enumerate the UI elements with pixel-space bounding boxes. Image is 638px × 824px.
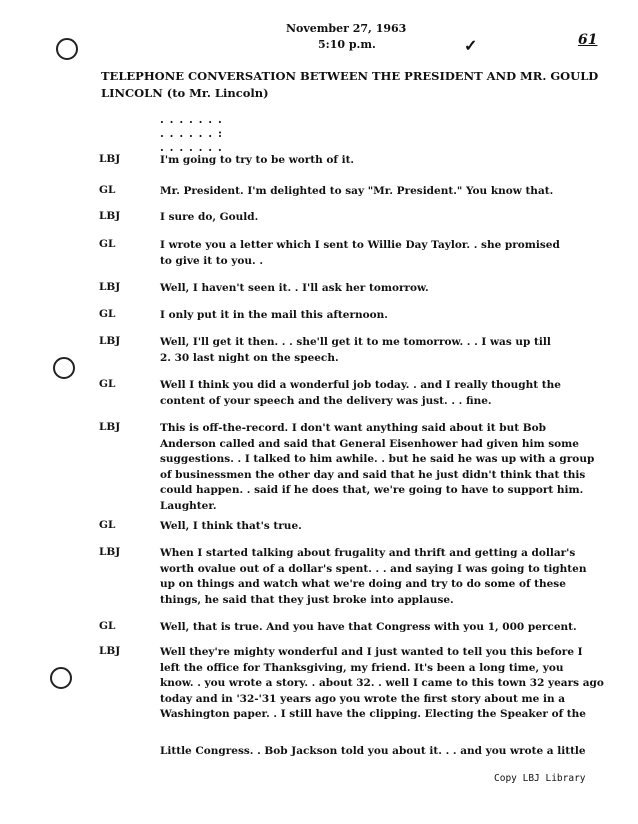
document-title: TELEPHONE CONVERSATION BETWEEN THE PRESIDENT AND MR. GOULD LINCOLN (to Mr. Lincoln) [101,69,599,100]
dialogue-text: Well, I'll get it then. . . she'll get it to me tomorrow. . . I was up till 2. 30 last night on the speech. [160,336,551,364]
punch-hole-middle [53,357,75,379]
speaker-label: LBJ [99,421,121,433]
speaker-label: GL [99,184,116,196]
continuation-text: Little Congress. . Bob Jackson told you about it. . . and you wrote a little [160,745,586,757]
speaker-label: GL [99,620,116,632]
speaker-label: LBJ [99,335,121,347]
speaker-label: GL [99,378,116,390]
header-date: November 27, 1963 [286,22,407,35]
speaker-label: LBJ [99,210,121,222]
header-time: 5:10 p.m. [318,38,376,51]
page-number: 61 [578,32,598,48]
punch-hole-top [56,38,78,60]
dialogue-text: I'm going to try to be worth of it. [160,154,355,166]
speaker-label: LBJ [99,645,121,657]
speaker-label: LBJ [99,153,121,165]
dialogue-text: This is off-the-record. I don't want anything said about it but Bob Anderson called and said that General Eisenhower had given him some suggestions. . I talked to him awhile. . but he said he was up with a group of businessmen the other day and said that he just didn't think that this could happen. . said if he does that, we're going to have to support him. Laughter. [160,422,595,512]
check-mark: ✓ [464,36,478,55]
dialogue-text: Well, I think that's true. [160,520,302,532]
ellipsis-line: . . . . . . . [160,113,223,126]
ellipsis-line: . . . . . . : [160,127,224,140]
dialogue-text: Mr. President. I'm delighted to say "Mr. President." You know that. [160,185,554,197]
speaker-label: GL [99,519,116,531]
punch-hole-bottom [50,667,72,689]
dialogue-text: Well I think you did a wonderful job today. . and I really thought the content of your speech and the delivery was just. . . fine. [160,379,561,407]
dialogue-text: Well, I haven't seen it. . I'll ask her tomorrow. [160,282,429,294]
speaker-label: LBJ [99,546,121,558]
dialogue-text: I wrote you a letter which I sent to Willie Day Taylor. . she promised to give it to you. . [160,239,560,267]
dialogue-text: I sure do, Gould. [160,211,259,223]
speaker-label: GL [99,308,116,320]
library-copy-stamp: Copy LBJ Library [494,773,586,784]
ellipsis-line: . . . . . . . [160,141,223,154]
speaker-label: GL [99,238,116,250]
speaker-label: LBJ [99,281,121,293]
dialogue-text: Well, that is true. And you have that Congress with you 1, 000 percent. [160,621,577,633]
dialogue-text: When I started talking about frugality and thrift and getting a dollar's worth ovalue out of a dollar's spent. . . and saying I was going to tighten up on things and watch what we're doing and try to do some of these things, he said that they just broke into applause. [160,547,587,606]
dialogue-text: Well they're mighty wonderful and I just wanted to tell you this before I left the office for Thanksgiving, my friend. It's been a long time, you know. . you wrote a story. . about 32. . well I came to this town 32 years ago today and in '32-'31 years ago you wrote the first story about me in a Washington paper. . I still have the clipping. Electing the Speaker of the [160,646,604,720]
dialogue-text: I only put it in the mail this afternoon. [160,309,388,321]
